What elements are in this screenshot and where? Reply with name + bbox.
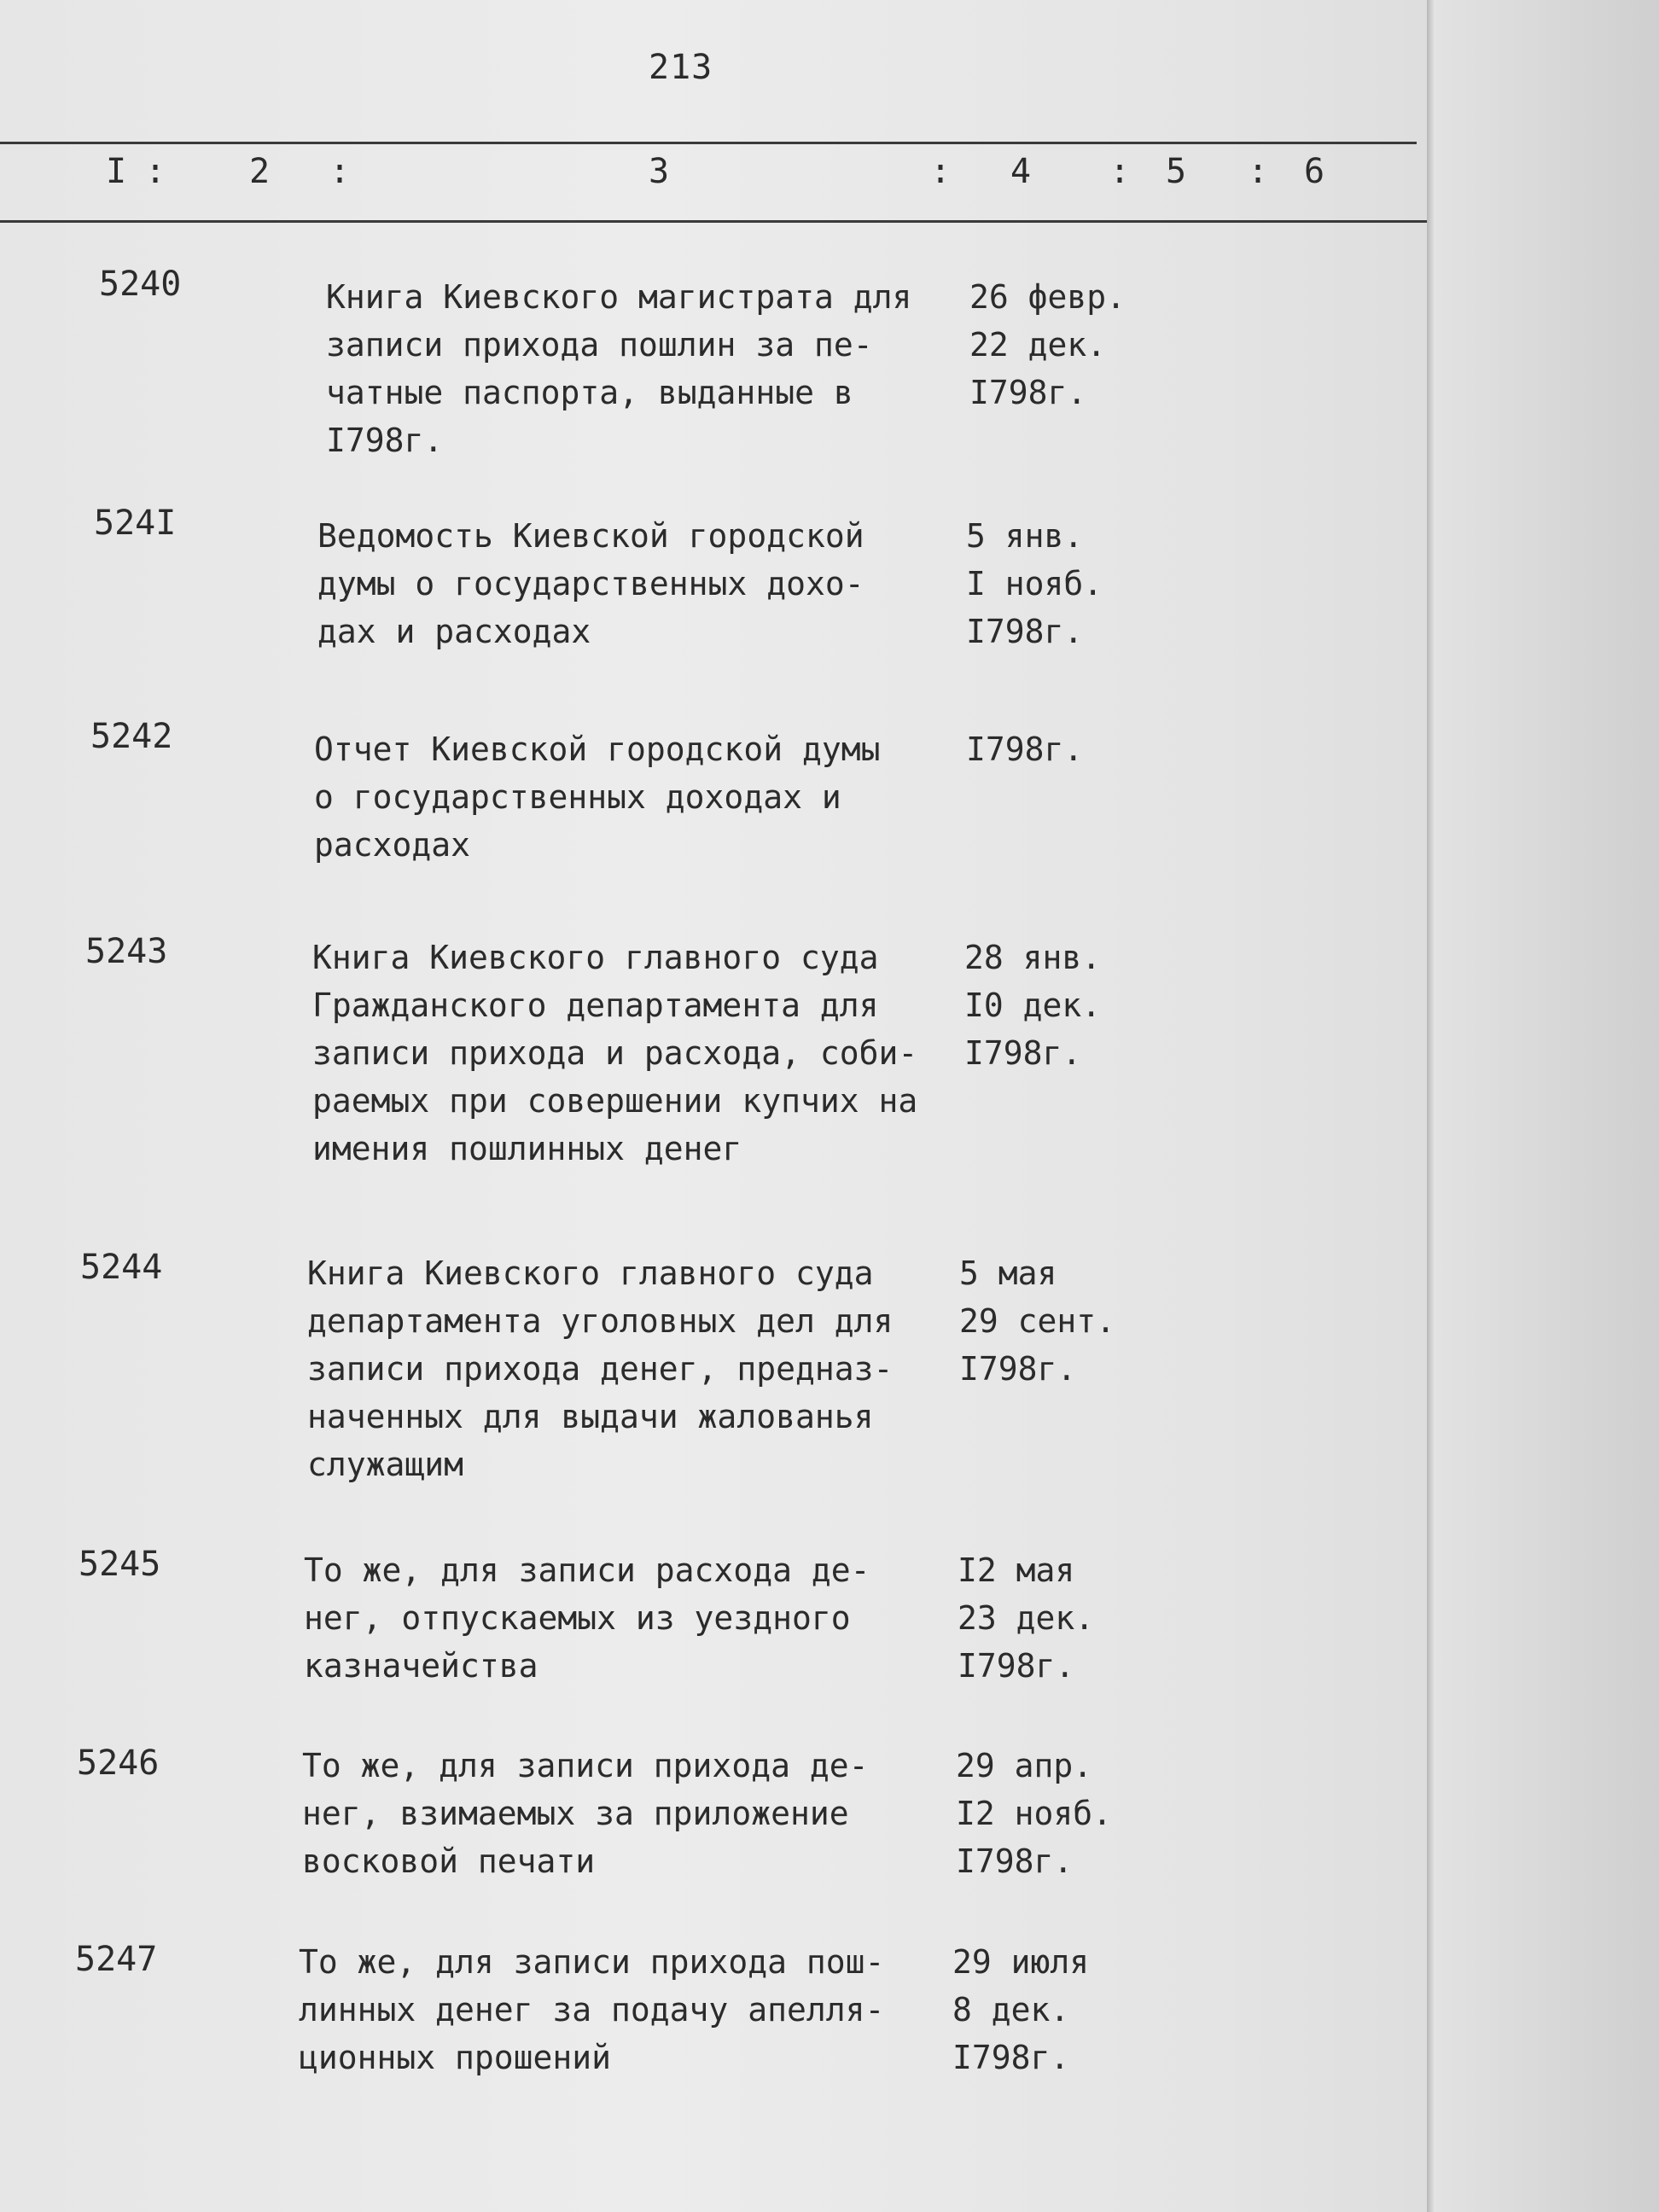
entry-number: 5247: [75, 1940, 158, 1979]
header-col-3: 3: [649, 152, 670, 191]
header-bottom-rule: [0, 220, 1427, 223]
entry-description: Книга Киевского главного суда Гражданского департамента для записи прихода и расхода, соби- раемых при совершении купчих на имения пошлинных денег: [312, 939, 918, 1167]
entry-number: 5243: [85, 932, 168, 971]
entry-number: 5242: [90, 717, 173, 756]
entry-description: То же, для записи прихода пош- линных денег за подачу апелля- ционных прошений: [299, 1943, 885, 2076]
entry-description: Книга Киевского магистрата для записи прихода пошлин за пе- чатные паспорта, выданные в I798г.: [326, 278, 912, 459]
entry-dates: I2 мая 23 дек. I798г.: [958, 1551, 1095, 1685]
entry-description: Отчет Киевской городской думы о государственных доходах и расходах: [314, 731, 881, 864]
header-col-5: 5: [1166, 152, 1187, 191]
entry-number: 5245: [79, 1545, 161, 1584]
entry-dates: 29 июля 8 дек. I798г.: [952, 1943, 1090, 2076]
header-separator: :: [1248, 152, 1269, 191]
page-edge-shadow: [1427, 0, 1435, 2212]
entry-number: 5244: [80, 1248, 163, 1287]
header-col-6: 6: [1304, 152, 1325, 191]
entry-description: Книга Киевского главного суда департамента уголовных дел для записи прихода денег, предназ- наченных для выдачи жалованья служащим: [307, 1254, 894, 1483]
entry-dates: 28 янв. I0 дек. I798г.: [964, 939, 1102, 1072]
underlying-page: [1435, 0, 1659, 2212]
header-separator: :: [145, 152, 166, 191]
entry-number: 5240: [99, 265, 182, 304]
entry-description: То же, для записи прихода де- нег, взимаемых за приложение восковой печати: [302, 1747, 869, 1880]
entry-dates: 5 янв. I нояб. I798г.: [966, 517, 1103, 650]
header-separator: :: [329, 152, 351, 191]
header-top-rule: [0, 142, 1417, 144]
entry-description: Ведомость Киевской городской думы о государственных дохо- дах и расходах: [317, 517, 864, 650]
column-header-row: [0, 152, 1417, 212]
entry-number: 524I: [94, 504, 177, 543]
entry-number: 5246: [77, 1743, 160, 1783]
header-col-4: 4: [1010, 152, 1032, 191]
header-separator: :: [1109, 152, 1131, 191]
entry-dates: 29 апр. I2 нояб. I798г.: [956, 1747, 1113, 1880]
header-col-2: 2: [249, 152, 271, 191]
entry-dates: 5 мая 29 сент. I798г.: [959, 1254, 1116, 1388]
header-separator: :: [930, 152, 952, 191]
entry-dates: I798г.: [966, 731, 1084, 768]
entry-dates: 26 февр. 22 дек. I798г.: [969, 278, 1126, 411]
header-col-1: I: [106, 152, 127, 191]
page-number: 213: [649, 48, 713, 87]
entry-description: То же, для записи расхода де- нег, отпускаемых из уездного казначейства: [304, 1551, 870, 1685]
